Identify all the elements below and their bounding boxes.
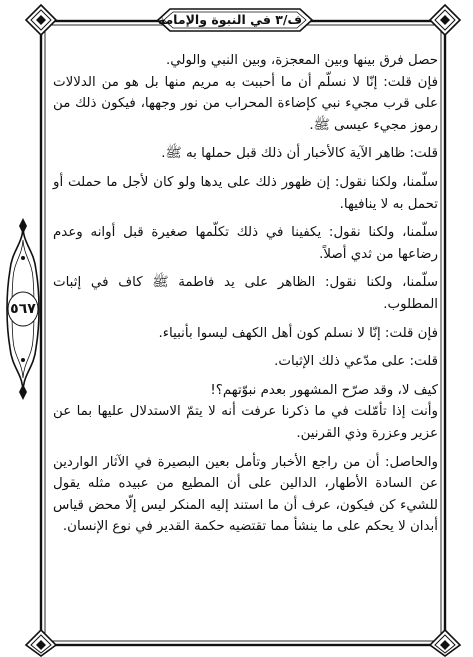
paragraph: سلّمنا، ولكنا نقول: الظاهر على يد فاطمة ﷺ كاف في إثبات المطلوب. (53, 275, 438, 312)
paragraph: والحاصل: أن من راجع الأخبار وتأمل بعين البصيرة في الآثار الواردين عن السادة الأطهار، الدالين على أن المطيع من عبيده مثله يقول للشيء كن فيكون، عرف أن ما استند إليه المنكر ليس إلّا محض قياس أبدان لا يحكم على ما ينشأ مما تقتضيه حكمة القدير في نوع الإنسان. (53, 454, 438, 535)
running-header-title: ف/٣ في النبوة والإمامة (157, 12, 302, 27)
page-number: ٥٦٧ (10, 301, 36, 317)
corner-diamond-ornament (430, 5, 460, 35)
corner-diamond-ornament (26, 5, 56, 35)
paragraph: حصل فرق بينها وبين المعجزة، وبين النبي والولي. (165, 53, 438, 68)
corner-diamond-ornament (26, 630, 56, 656)
paragraph: فإن قلت: إنّا لا نسلم كون أهل الكهف ليسوا بأنبياء. (158, 325, 438, 341)
main-text (53, 50, 438, 538)
corner-diamond-ornament (430, 630, 460, 656)
paragraph: سلّمنا، ولكنا نقول: يكفينا في ذلك تكلّمها صغيرة قبل أوانه وعدم رضاعها من ثدي أصلاً. (53, 225, 438, 262)
paragraph: كيف لا، وقد صرّح المشهور بعدم نبوّتهم؟! (210, 382, 438, 398)
paragraph: وأنت إذا تأمّلت في ما ذكرنا عرفت أنه لا يتمّ الاستدلال عليها بما عن عزير وعزرة وذي القرنين. (53, 404, 438, 441)
paragraph: فإن قلت: إنّا لا نسلّم أن ما أحببت به مريم منها بل هو من الدلالات على قرب مجيء نبي كإضاءة المحراب من نور وجهها، فيكون ذلك من رموز مجيء عيسى ﷺ. (53, 74, 438, 133)
paragraph: قلت: ظاهر الآية كالأخبار أن ذلك قبل حملها به ﷺ. (161, 146, 438, 162)
paragraph: قلت: على مدّعي ذلك الإثبات. (274, 354, 438, 370)
paragraph: سلّمنا، ولكنا نقول: إن ظهور ذلك على يدها ولو كان لأجل ما حملت أو تحمل به لا ينافيها. (53, 174, 438, 212)
